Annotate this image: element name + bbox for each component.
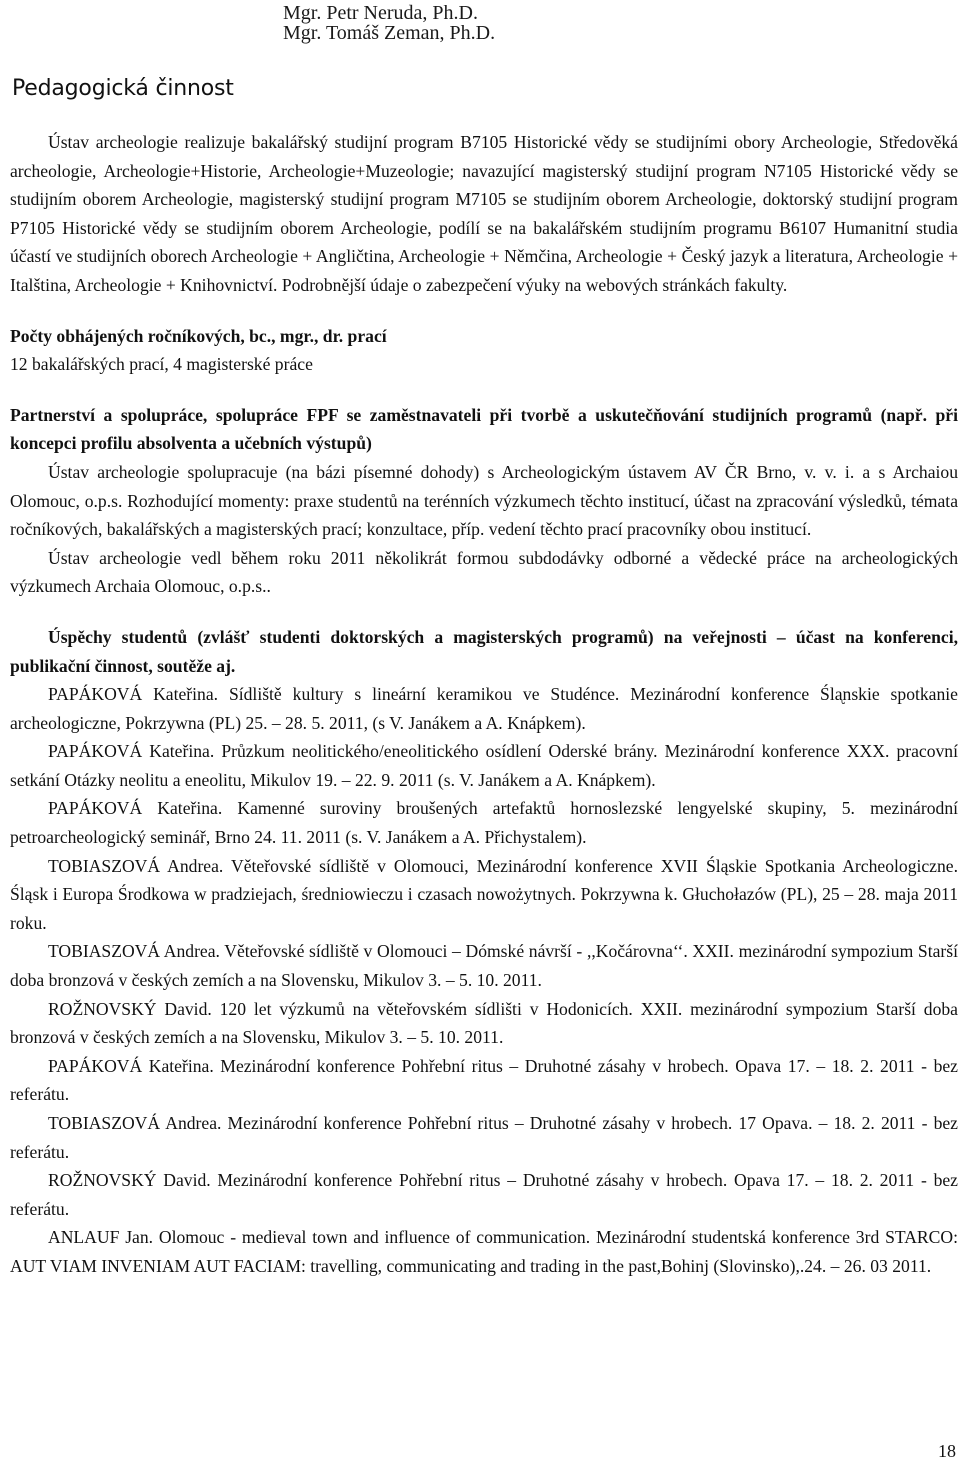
author-name-1: Mgr. Petr Neruda, Ph.D. bbox=[283, 2, 478, 24]
success-entry: PAPÁKOVÁ Kateřina. Kamenné suroviny broušených artefaktů hornoslezské lengyelské skupiny, 5. mezinárodní petroarcheologický seminář, Brno 24. 11. 2011 (s. V. Janákem a A. Přichystalem). bbox=[10, 798, 958, 848]
theses-text: 12 bakalářských prací, 4 magisterské práce bbox=[10, 354, 313, 375]
page-number: 18 bbox=[938, 1441, 956, 1461]
success-entry: ROŽNOVSKÝ David. 120 let výzkumů na věteřovském sídlišti v Hodonicích. XXII. mezinárodní sympozium Starší doba bronzová v českých zemích a na Slovensku, Mikulov 3. – 5. 10. 2011. bbox=[10, 998, 958, 1048]
partnership-paragraph: Ústav archeologie vedl během roku 2011 několikrát formou subdodávky odborné a vědecké práce na archeologických výzkumech Archaia Olomouc, o.p.s.. bbox=[10, 547, 958, 597]
intro-paragraph: Ústav archeologie realizuje bakalářský studijní program B7105 Historické vědy se studijními obory Archeologie, Středověká archeologie, Archeologie+Historie, Archeologie+Muzeologie; navazující magisterský studijní program N7105 Historické vědy se studijním oborem Archeologie, magisterský studijní program M7105 se studijním oborem Archeologie, doktorský studijní program P7105 Historické vědy se studijním oborem Archeologie, podílí se na bakalářském studijním programu B6107 Humanitní studia účastí ve studijních oborech Archeologie + Angličtina, Archeologie + Němčina, Archeologie + Český jazyk a literatura, Archeologie + Italština, Archeologie + Knihovnictví. Podrobnější údaje o zabezpečení výuky na webových stránkách fakulty. bbox=[10, 132, 958, 295]
success-entry: TOBIASZOVÁ Andrea. Mezinárodní konference Pohřební ritus – Druhotné zásahy v hrobech. 17 Opava. – 18. 2. 2011 - bez referátu. bbox=[10, 1113, 958, 1162]
success-heading: Úspěchy studentů (zvlášť studenti doktorských a magisterských programů) na veřejnosti – účast na konferenci, publikační činnost, soutěže aj. bbox=[10, 626, 958, 676]
author-name-2: Mgr. Tomáš Zeman, Ph.D. bbox=[283, 22, 496, 44]
success-entry: PAPÁKOVÁ Kateřina. Průzkum neolitického/eneolitického osídlení Oderské brány. Mezinárodní konference XXX. pracovní setkání Otázky neolitu a eneolitu, Mikulov 19. – 22. 9. 2011 (s. V. Janákem a A. Knápkem). bbox=[10, 741, 958, 790]
success-entry: ROŽNOVSKÝ David. Mezinárodní konference Pohřební ritus – Druhotné zásahy v hrobech. Opava 17. – 18. 2. 2011 - bez referátu. bbox=[10, 1170, 958, 1219]
partnership-paragraph: Ústav archeologie spolupracuje (na bázi písemné dohody) s Archeologickým ústavem AV ČR Brno, v. v. i. a s Archaiou Olomouc, o.p.s. Rozhodující momenty: praxe studentů na terénních výzkumech těchto institucí, účast na zpracování výsledků, témata ročníkových, bakalářských a magisterských prací; konzultace, příp. vedení těchto prací pracovníky obou institucí. bbox=[10, 461, 958, 540]
section-title: Pedagogická činnost bbox=[12, 76, 234, 101]
success-entry: ANLAUF Jan. Olomouc - medieval town and influence of communication. Mezinárodní studentská konference 3rd STARCO: AUT VIAM INVENIAM AUT FACIAM: travelling, communicating and trading in the past,Bohinj (Slovinsko),.24. – 26. 03 2011. bbox=[10, 1227, 958, 1276]
theses-heading: Počty obhájených ročníkových, bc., mgr., dr. prací bbox=[10, 325, 387, 346]
success-entry: TOBIASZOVÁ Andrea. Věteřovské sídliště v Olomouci, Mezinárodní konference XVII Śląskie Spotkania Archeologiczne. Śląsk i Europa Środkowa w pradziejach, średniowieczu i czasach nowożytnych. Pokrzywna k. Głuchołazów (PL), 25 – 28. maja 2011 roku. bbox=[10, 855, 958, 933]
document-body bbox=[10, 128, 958, 1281]
success-entries bbox=[10, 680, 958, 1280]
partnership-heading: Partnerství a spolupráce, spolupráce FPF se zaměstnavateli při tvorbě a uskutečňování studijních programů (např. při koncepci profilu absolventa a učebních výstupů) bbox=[10, 404, 958, 454]
success-entry: PAPÁKOVÁ Kateřina. Mezinárodní konference Pohřební ritus – Druhotné zásahy v hrobech. Opava 17. – 18. 2. 2011 - bez referátu. bbox=[10, 1055, 958, 1105]
success-entry: PAPÁKOVÁ Kateřina. Sídliště kultury s lineární keramikou ve Studénce. Mezinárodní konference Ślᶏnskie spotkanie archeologiczne, Pokrzywna (PL) 25. – 28. 5. 2011, (s V. Janákem a A. Knápkem). bbox=[10, 684, 958, 733]
success-entry: TOBIASZOVÁ Andrea. Věteřovské sídliště v Olomouci – Dómské návrší - ,,Kočárovna‘‘. XXII. mezinárodní sympozium Starší doba bronzová v českých zemích a na Slovensku, Mikulov 3. – 5. 10. 2011. bbox=[10, 941, 958, 991]
